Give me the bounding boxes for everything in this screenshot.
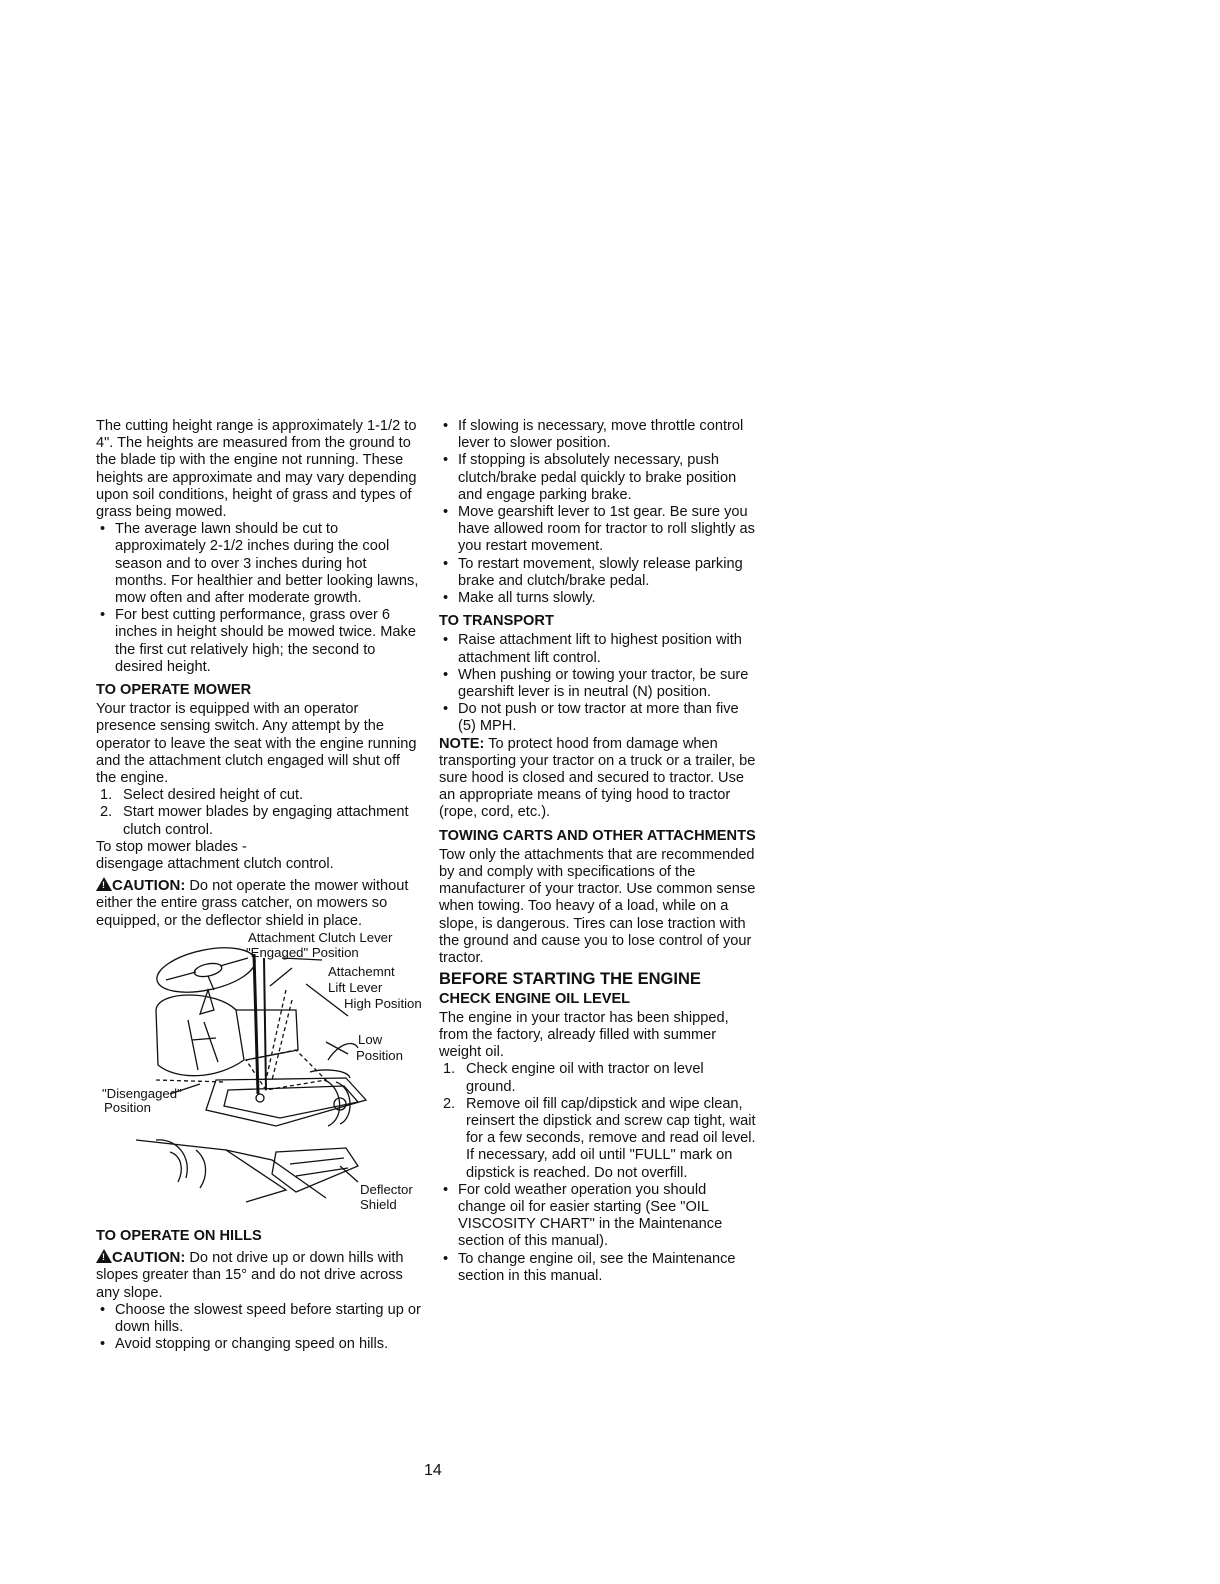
warning-triangle-icon	[96, 1249, 112, 1263]
low-position-label-1: Low	[358, 1031, 383, 1047]
list-item: • If stopping is absolutely necessary, push clutch/brake pedal quickly to brake position and engage parking brake.	[439, 452, 757, 504]
page-number: 14	[424, 1462, 442, 1479]
check-oil-heading: CHECK ENGINE OIL LEVEL	[439, 990, 631, 1007]
list-item: • For best cutting performance, grass over 6 inches in height should be mowed twice. Make the first cut relatively high; the second to desired height.	[96, 607, 422, 676]
transport-heading: TO TRANSPORT	[439, 613, 554, 630]
list-item: • To change engine oil, see the Maintenance section in this manual.	[439, 1251, 757, 1285]
oil-paragraph: The engine in your tractor has been shipped, from the factory, already filled with summer weight oil.	[439, 1009, 729, 1061]
oil-bullet-list	[439, 1182, 757, 1285]
low-position-label-2: Position	[356, 1047, 403, 1063]
left-column	[96, 418, 422, 1353]
disengaged-label-1: "Disengaged"	[102, 1085, 182, 1101]
high-position-label: High Position	[344, 995, 422, 1011]
warning-triangle-icon	[96, 877, 112, 891]
stop-line-1: To stop mower blades -	[96, 838, 247, 855]
operate-mower-heading: TO OPERATE MOWER	[96, 682, 252, 699]
right-column	[439, 418, 757, 1285]
list-item: • The average lawn should be cut to approximately 2-1/2 inches during the cool season and to over 3 inches during hot months. For healthier and better looking lawns, mow often and after moderate growth.	[96, 521, 422, 607]
engaged-position-label: "Engaged" Position	[246, 944, 359, 960]
list-item: 2. Start mower blades by engaging attachment clutch control.	[100, 804, 409, 838]
clutch-lever-label: Attachment Clutch Lever	[248, 929, 393, 945]
driving-bullet-list	[439, 418, 757, 607]
before-starting-heading: BEFORE STARTING THE ENGINE	[439, 970, 701, 989]
operate-mower-steps	[96, 787, 422, 839]
list-item: 1. Select desired height of cut.	[100, 787, 304, 804]
list-item: • For cold weather operation you should change oil for easier starting (See "OIL VISCOSITY CHART" in the Maintenance section of this manual).	[439, 1182, 757, 1251]
transport-bullet-list	[439, 632, 757, 735]
towing-heading: TOWING CARTS AND OTHER ATTACHMENTS	[439, 827, 756, 844]
operate-hills-heading: TO OPERATE ON HILLS	[96, 1227, 262, 1244]
list-item: 2. Remove oil fill cap/dipstick and wipe clean, reinsert the dipstick and screw cap tight, wait for a few seconds, remove and read oil level. If necessary, add oil until "FULL" mark on dipstick is reached. Do not overfill.	[443, 1095, 756, 1181]
intro-bullet-list	[96, 521, 422, 676]
transport-note: NOTE: To protect hood from damage when transporting your tractor on a truck or a trailer, be sure hood is closed and secured to tractor. Use an appropriate means of tying hood to tractor (rope, cord, etc.).	[439, 735, 756, 821]
caution-mower: !CAUTION: Do not operate the mower without either the entire grass catcher, on mowers so equipped, or the deflector shield in place.	[96, 877, 422, 930]
deflector-label-1: Deflector	[360, 1181, 413, 1197]
stop-line-2: disengage attachment clutch control.	[96, 856, 334, 873]
disengaged-label-2: Position	[104, 1099, 151, 1115]
list-item: • Avoid stopping or changing speed on hills.	[96, 1336, 422, 1353]
deflector-label-2: Shield	[360, 1196, 397, 1212]
list-item: • Make all turns slowly.	[439, 590, 757, 607]
list-item: • Choose the slowest speed before starting up or down hills.	[96, 1302, 422, 1336]
operate-mower-paragraph: Your tractor is equipped with an operator presence sensing switch. Any attempt by the operator to leave the seat with the engine running and the attachment clutch engaged will shut off the engine.	[96, 701, 417, 787]
list-item: • If slowing is necessary, move throttle control lever to slower position.	[439, 418, 757, 452]
list-item: • When pushing or towing your tractor, be sure gearshift lever is in neutral (N) position.	[439, 667, 757, 701]
oil-steps	[439, 1061, 757, 1181]
list-item: • Do not push or tow tractor at more than five (5) MPH.	[439, 701, 757, 735]
lift-lever-label-1: Attachemnt	[328, 963, 395, 979]
list-item: • Raise attachment lift to highest position with attachment lift control.	[439, 632, 757, 666]
intro-paragraph: The cutting height range is approximately 1-1/2 to 4". The heights are measured from the ground to the blade tip with the engine not running. These heights are approximate and may vary depending upon soil conditions, height of grass and types of grass being mowed.	[96, 418, 417, 521]
hills-bullet-list	[96, 1302, 422, 1354]
lift-lever-label-2: Lift Lever	[328, 979, 383, 995]
list-item: 1. Check engine oil with tractor on level ground.	[443, 1061, 704, 1095]
towing-paragraph: Tow only the attachments that are recommended by and comply with specifications of the manufacturer of your tractor. Use common sense when towing. Too heavy of a load, while on a slope, is dangerous. Tires can lose traction with the ground and cause you to lose control of your tractor.	[439, 846, 756, 967]
list-item: • Move gearshift lever to 1st gear. Be sure you have allowed room for tractor to roll slightly as you restart movement.	[439, 504, 757, 556]
list-item: • To restart movement, slowly release parking brake and clutch/brake pedal.	[439, 556, 757, 590]
mower-lever-figure	[96, 930, 426, 1222]
caution-hills: !CAUTION: Do not drive up or down hills with slopes greater than 15° and do not drive across any slope.	[96, 1249, 422, 1302]
